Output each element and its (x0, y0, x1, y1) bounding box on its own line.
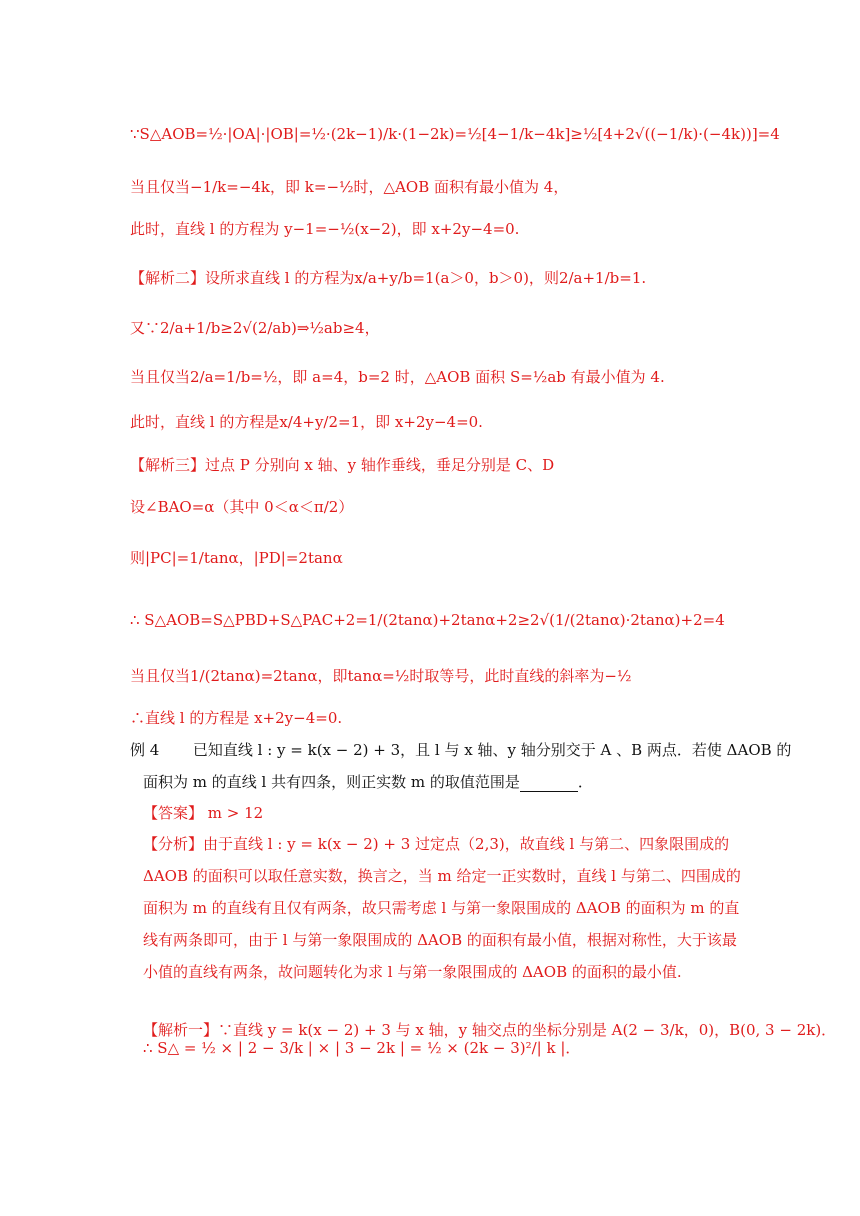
solution3-angle: 设∠BAO=α（其中 0＜α＜π/2） (130, 498, 354, 516)
example-label: 例 4 (130, 741, 160, 759)
solution3-conclusion: ∴直线 l 的方程是 x+2y−4=0. (130, 709, 343, 727)
example-stem-line1: 已知直线 l : y = k(x − 2) + 3，且 l 与 x 轴、y 轴分别交于 A 、B 两点．若使 ΔAOB 的 (192, 741, 792, 759)
answer-line: 【答案】 m > 12 (143, 804, 264, 822)
solution2-line-equation: 此时，直线 l 的方程是x/4+y/2=1，即 x+2y−4=0. (130, 413, 483, 431)
solution3-area: ∴ S△AOB=S△PBD+S△PAC+2=1/(2tanα)+2tanα+2≥2√(1/(2tanα)·2tanα)+2=4 (130, 611, 725, 629)
solution3-equality: 当且仅当1/(2tanα)=2tanα，即tanα=½时取等号，此时直线的斜率为−½ (130, 667, 632, 685)
solution1-line: 【解析一】∵直线 y = k(x − 2) + 3 与 x 轴，y 轴交点的坐标分别是 A(2 − 3/k，0)，B(0, 3 − 2k)． (143, 1021, 837, 1039)
solution3-lengths: 则|PC|=1/tanα，|PD|=2tanα (130, 549, 343, 567)
solution2-inequality: 又∵2/a+1/b≥2√(2/ab)⇒½ab≥4， (130, 319, 380, 337)
line-equation-line: 此时，直线 l 的方程为 y−1=−½(x−2)，即 x+2y−4=0. (130, 220, 520, 238)
example4-line2 (143, 772, 593, 792)
area-formula-line: ∵S△AOB=½·|OA|·|OB|=½·(2k−1)/k·(1−2k)=½[4−1/k−4k]≥½[4+2√((−1/k)·(−4k))]=4 (130, 125, 780, 143)
example4-line1 (130, 740, 791, 760)
solution2-equality: 当且仅当2/a=1/b=½，即 a=4，b=2 时，△AOB 面积 S=½ab 有最小值为 4. (130, 368, 665, 386)
solution2-setup: 【解析二】设所求直线 l 的方程为x/a+y/b=1(a＞0，b＞0)，则2/a+1/b=1. (130, 269, 647, 287)
analysis-paragraph: 【分析】由于直线 l : y = k(x − 2) + 3 过定点（2,3)，故直线 l 与第二、四象限围成的 ΔAOB 的面积可以取任意实数，换言之，当 m 给定一正实数时，直线 l 与第二、四围成的面积为 m 的直线有且仅有两条，故只需考虑 l 与第一象限围成的 ΔAOB 的面积为 m 的直线有两条即可，由于 l 与第一象限围成的 ΔAOB 的面积有最小值，根据对称性，大于该最小值的直线有两条，故问题转化为求 l 与第一象限围成的 ΔAOB 的面积的最小值. (143, 835, 741, 981)
area-line: ∴ S△ = ½ × | 2 − 3/k | × | 3 − 2k | = ½ × (2k − 3)²/| k |． (143, 1039, 581, 1057)
example-stem-end: ． (577, 773, 593, 791)
solution3-setup: 【解析三】过点 P 分别向 x 轴、y 轴作垂线，垂足分别是 C、D (130, 456, 555, 474)
answer-blank (520, 777, 578, 792)
example-stem-line2: 面积为 m 的直线 l 共有四条，则正实数 m 的取值范围是 (143, 773, 520, 791)
equality-condition-line: 当且仅当−1/k=−4k，即 k=−½时，△AOB 面积有最小值为 4， (130, 178, 569, 196)
